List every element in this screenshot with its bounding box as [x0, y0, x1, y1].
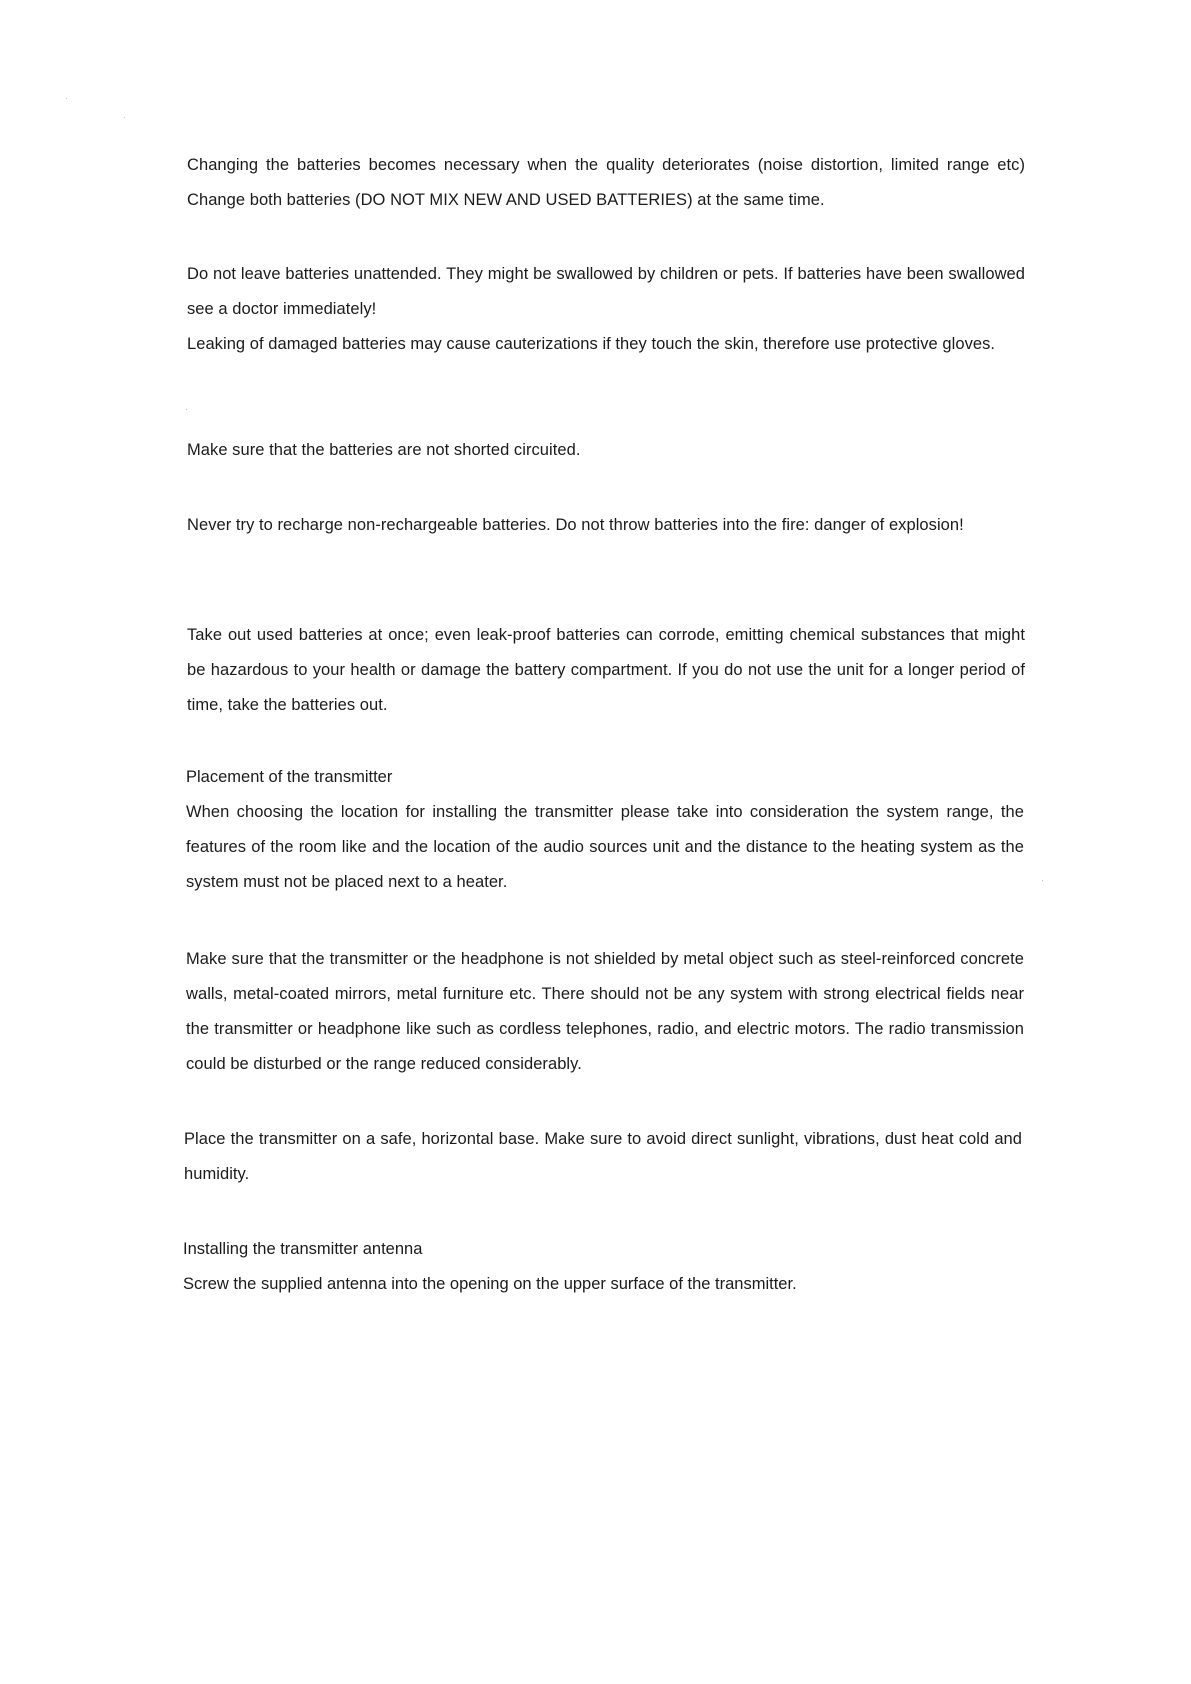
scan-speck: [1042, 880, 1043, 881]
battery-swallow-paragraph: Do not leave batteries unattended. They might be swallowed by children or pets. If batteries have been swallowed see a doctor immediately!: [187, 265, 1025, 318]
scan-speck: [66, 98, 67, 99]
battery-leak-paragraph: Leaking of damaged batteries may cause cauterizations if they touch the skin, therefore use protective gloves.: [187, 335, 996, 353]
battery-quality-paragraph: Changing the batteries becomes necessary when the quality deteriorates (noise distortion, limited range etc) Change both batteries (DO NOT MIX NEW AND USED BATTERIES) at the same time.: [187, 156, 1025, 209]
placement-paragraph-2: [186, 942, 1024, 1082]
battery-paragraph-4: [187, 508, 1025, 543]
battery-short-circuit-paragraph: Make sure that the batteries are not shorted circuited.: [187, 441, 581, 459]
battery-paragraph-1: [187, 148, 1025, 218]
placement-heading: Placement of the transmitter: [186, 768, 393, 786]
placement-paragraph-1: [186, 795, 1024, 900]
battery-paragraph-2: [187, 257, 1025, 362]
battery-paragraph-5: [187, 618, 1025, 723]
antenna-heading: Installing the transmitter antenna: [183, 1240, 423, 1258]
battery-recharge-paragraph: Never try to recharge non-rechargeable batteries. Do not throw batteries into the fire: danger of explosion!: [187, 516, 964, 534]
placement-location-paragraph: When choosing the location for installing the transmitter please take into consideration the system range, the features of the room like and the location of the audio sources unit and the distance to the heating system as the system must not be placed next to a heater.: [186, 803, 1024, 891]
scan-speck: [186, 409, 187, 410]
scan-speck: [124, 117, 125, 118]
antenna-instruction: Screw the supplied antenna into the opening on the upper surface of the transmitter.: [183, 1275, 797, 1293]
placement-base-paragraph: Place the transmitter on a safe, horizontal base. Make sure to avoid direct sunlight, vibrations, dust heat cold and humidity.: [184, 1130, 1022, 1183]
placement-paragraph-3: [184, 1122, 1022, 1192]
battery-paragraph-3: [187, 433, 1025, 468]
placement-shielding-paragraph: Make sure that the transmitter or the headphone is not shielded by metal object such as steel-reinforced concrete walls, metal-coated mirrors, metal furniture etc. There should not be any system with strong electrical fields near the transmitter or headphone like such as cordless telephones, radio, and electric motors. The radio transmission could be disturbed or the range reduced considerably.: [186, 950, 1024, 1073]
battery-removal-paragraph: Take out used batteries at once; even leak-proof batteries can corrode, emitting chemical substances that might be hazardous to your health or damage the battery compartment. If you do not use the unit for a longer period of time, take the batteries out.: [187, 626, 1025, 714]
